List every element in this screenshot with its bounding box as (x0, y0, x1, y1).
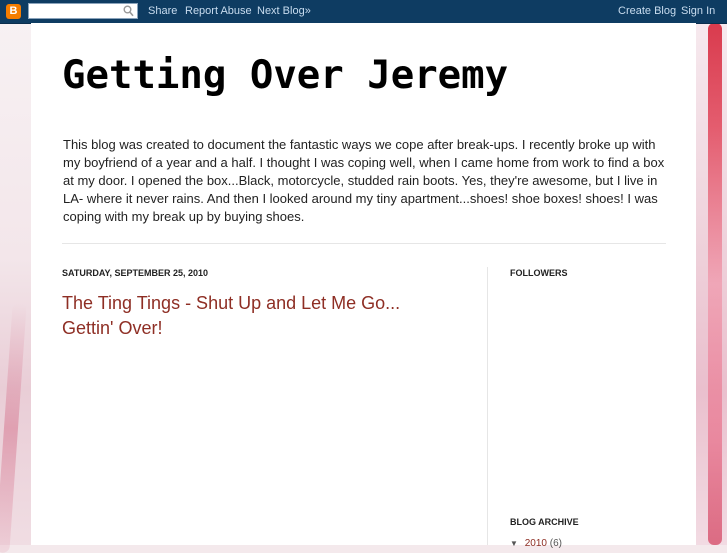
archive-year-count: (6) (549, 538, 562, 549)
blogger-logo-icon[interactable]: B (6, 4, 21, 19)
blogger-navbar (0, 0, 727, 24)
blog-archive-heading: BLOG ARCHIVE (510, 517, 579, 527)
header-divider (62, 243, 666, 244)
archive-year-link[interactable]: 2010 (524, 538, 547, 549)
right-background (696, 23, 727, 545)
search-input[interactable] (28, 3, 138, 19)
share-link[interactable]: Share (148, 5, 178, 17)
left-background (0, 23, 31, 545)
archive-year-row[interactable] (510, 538, 562, 549)
post-title (62, 291, 452, 341)
archive-toggle-icon[interactable]: ▼ (510, 539, 518, 548)
post-date: SATURDAY, SEPTEMBER 25, 2010 (62, 268, 209, 278)
post-title-link[interactable]: The Ting Tings - Shut Up and Let Me Go... Gettin' Over! (62, 293, 401, 338)
sign-in-link[interactable]: Sign In (681, 5, 716, 17)
blog-title[interactable]: Getting Over Jeremy (62, 53, 509, 98)
followers-heading: FOLLOWERS (510, 268, 568, 278)
report-abuse-link[interactable]: Report Abuse (185, 5, 252, 17)
next-blog-link[interactable]: Next Blog» (257, 5, 311, 17)
left-decor-streak (0, 303, 27, 553)
blog-content (31, 23, 696, 549)
search-icon[interactable] (123, 5, 134, 17)
create-blog-link[interactable]: Create Blog (618, 5, 677, 17)
right-decor-streak (708, 23, 722, 545)
blog-description: This blog was created to document the fantastic ways we cope after break-ups. I recently broke up with my boyfriend of a year and a half. I thought I was coping well, when I came home from work to find a box at my door. I opened the box...Black, motorcycle, studded rain boots. Yes, they're awesome, but I live in LA- where it never rains. And then I looked around my tiny apartment...shoes! shoe boxes! shoes! I was coping with my break up by buying shoes. (63, 137, 665, 224)
sidebar-divider (487, 267, 488, 545)
